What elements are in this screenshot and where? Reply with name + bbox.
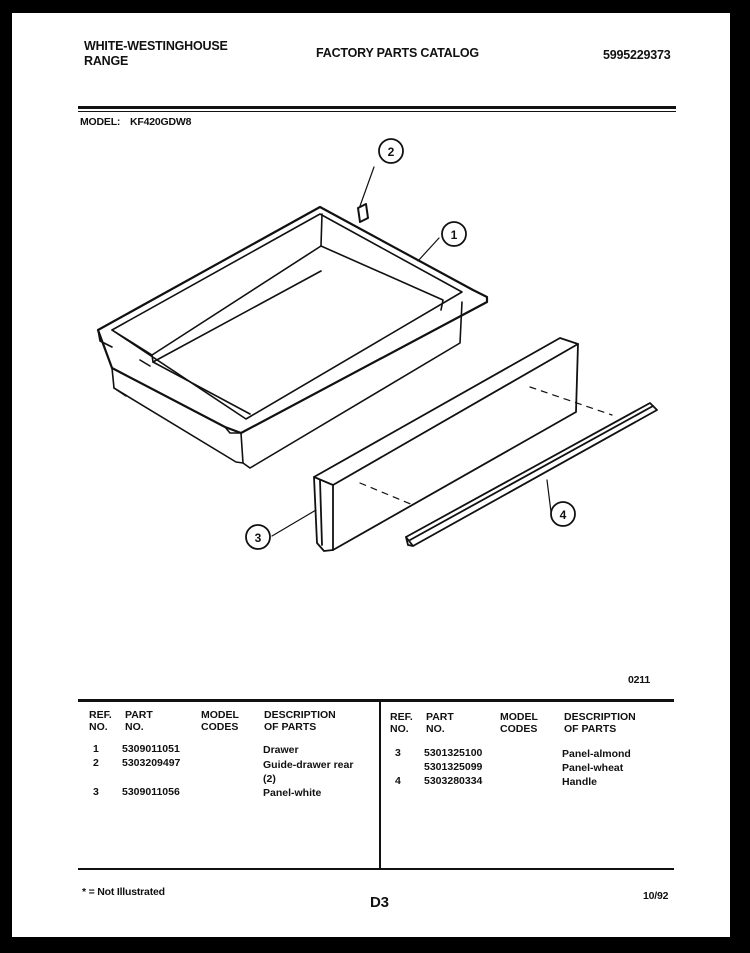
table-row-desc: Guide-drawer rear: [263, 759, 354, 771]
rear-guide-illustration: [358, 204, 368, 222]
table-row-desc: Panel-white: [263, 787, 322, 799]
panel-illustration: [314, 338, 578, 551]
header-part-no-left: PART NO.: [125, 709, 153, 733]
table-row-part: 5303280334: [424, 775, 483, 787]
table-row-ref: 4: [395, 775, 401, 787]
table-row-desc: Panel-wheat: [562, 762, 624, 774]
issue-date: 10/92: [643, 890, 669, 902]
catalog-number: 5995229373: [603, 48, 671, 62]
header-description-right: DESCRIPTION OF PARTS: [564, 711, 636, 735]
table-row-ref: 2: [93, 757, 99, 769]
header-model-codes-left: MODEL CODES: [201, 709, 239, 733]
table-row-part: 5309011051: [122, 743, 180, 755]
handle-illustration: [406, 403, 657, 546]
table-row-part: 5301325100: [424, 747, 483, 759]
table-row-desc: Panel-almond: [562, 748, 631, 760]
drawer-illustration: [98, 207, 487, 468]
table-row-ref: 3: [93, 786, 99, 798]
table-row-part: 5309011056: [122, 786, 180, 798]
table-row-ref: 3: [395, 747, 401, 759]
brand-name: WHITE-WESTINGHOUSE: [84, 39, 228, 53]
leader-line-1: [418, 238, 439, 261]
leader-line-2: [360, 167, 374, 206]
product-type: RANGE: [84, 54, 129, 68]
table-row-part: 5303209497: [122, 757, 181, 769]
table-row-desc: Handle: [562, 776, 598, 788]
table-column-divider: [379, 702, 381, 868]
callout-label-1: 1: [450, 228, 458, 242]
header-ref-no-left: REF. NO.: [89, 709, 112, 733]
callout-label-2: 2: [387, 145, 395, 159]
not-illustrated-note: * = Not Illustrated: [82, 886, 165, 898]
header-part-no-right: PART NO.: [426, 711, 454, 735]
page-code: D3: [370, 894, 389, 911]
callout-label-3: 3: [254, 531, 262, 545]
leader-line-3: [272, 510, 316, 536]
figure-code: 0211: [628, 674, 650, 686]
table-row-desc: (2): [263, 773, 276, 785]
header-description-left: DESCRIPTION OF PARTS: [264, 709, 336, 733]
table-row-ref: 1: [93, 743, 99, 755]
table-bottom-rule: [78, 868, 674, 870]
header-ref-no-right: REF. NO.: [390, 711, 413, 735]
header-model-codes-right: MODEL CODES: [500, 711, 538, 735]
table-row-part: 5301325099: [424, 761, 483, 773]
catalog-title: FACTORY PARTS CATALOG: [316, 46, 479, 60]
model-number: KF420GDW8: [130, 116, 192, 128]
leader-line-4: [547, 480, 551, 512]
model-label: MODEL:: [80, 116, 121, 128]
callout-label-4: 4: [559, 508, 567, 522]
table-top-rule: [78, 699, 674, 702]
table-row-desc: Drawer: [263, 744, 299, 756]
